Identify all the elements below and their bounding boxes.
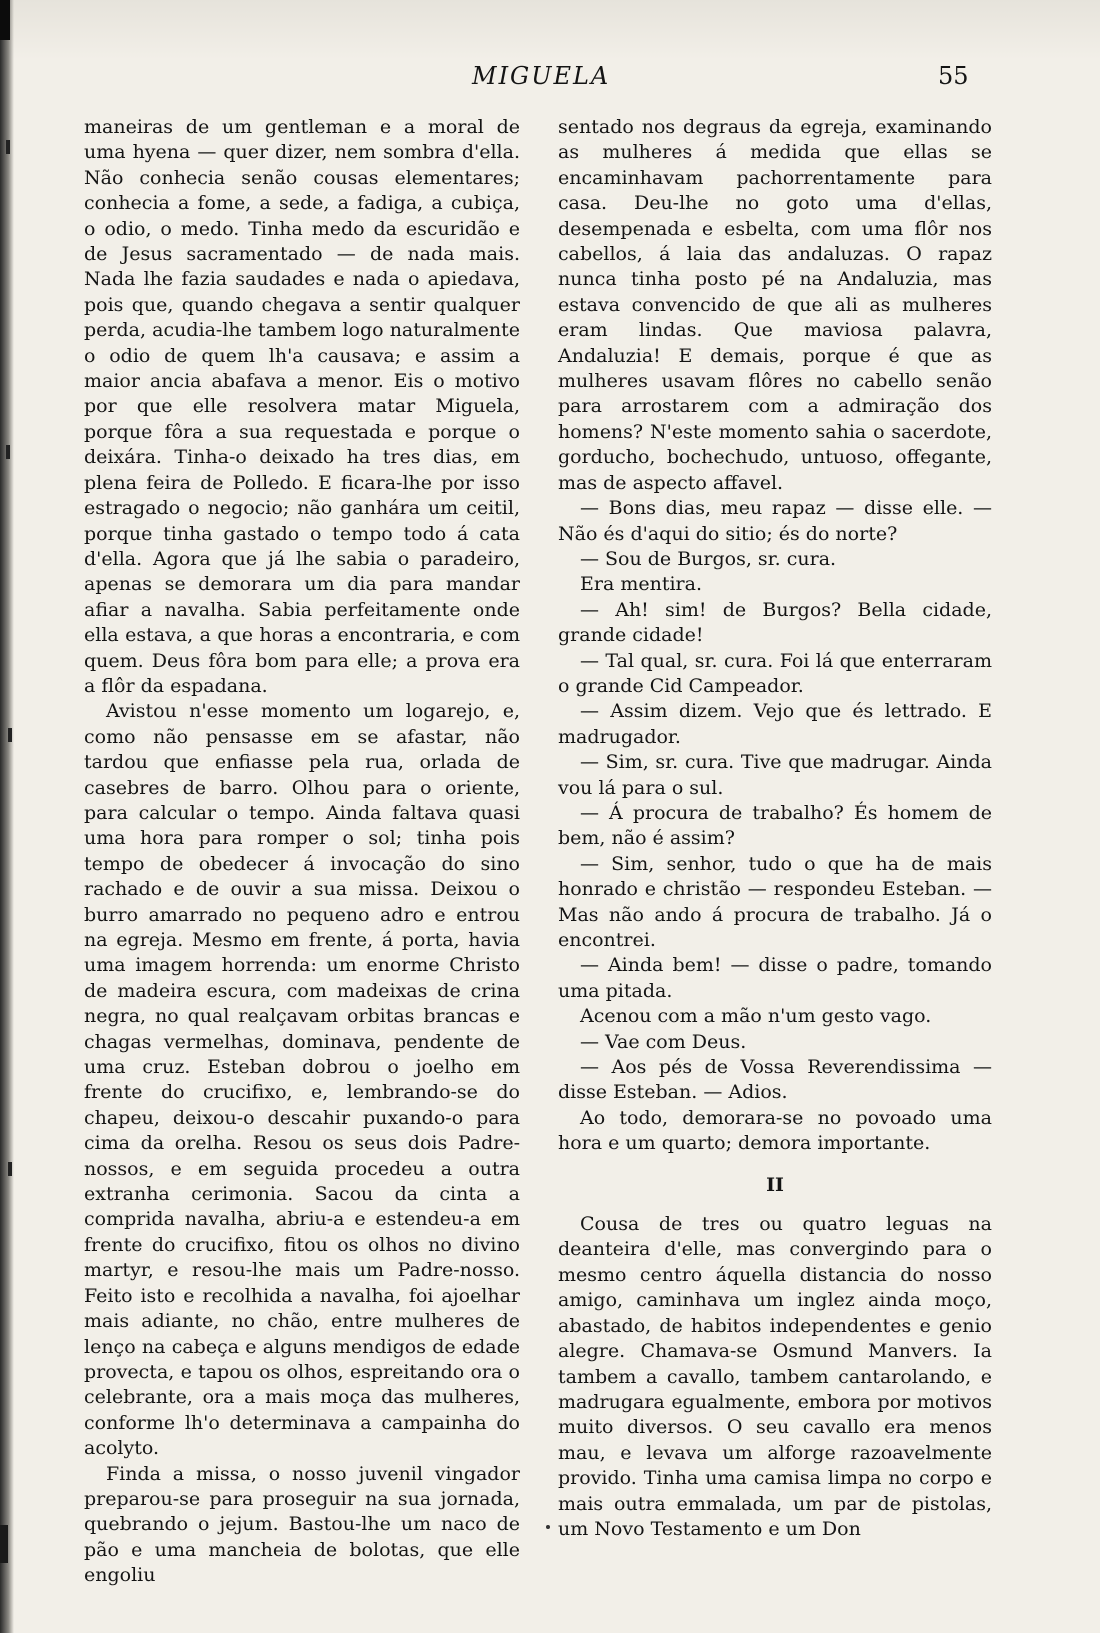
scan-binding-edge (0, 0, 14, 1633)
right-text-column (558, 115, 992, 1542)
margin-mark (8, 728, 12, 742)
margin-mark (8, 1162, 12, 1176)
print-speck (546, 1525, 550, 1529)
dialogue-line: — Assim dizem. Vejo que és lettrado. E madrugador. (558, 700, 992, 748)
dialogue-line: Era mentira. (580, 573, 702, 596)
dialogue-line: — Ah! sim! de Burgos? Bella cidade, grande cidade! (558, 598, 992, 647)
dialogue-line: — Ainda bem! — disse o padre, tomando uma pitada. (558, 954, 992, 1002)
running-title: MIGUELA (472, 62, 611, 90)
page-top-bleed (0, 0, 1100, 60)
dialogue-line: — Vae com Deus. (580, 1030, 747, 1053)
paragraph: maneiras de um gentleman e a moral de uma hyena — quer dizer, nem sombra d'ella. Não conhecia senão cousas elementares; conhecia a fome, a sede, a fadiga, a cubiça, o odio, o medo. Tinha medo da escuridão e de Jesus sacramentado — de nada mais. Nada lhe fazia saudades e nada o apiedava, pois que, quando chegava a sentir qualquer perda, acudia-lhe tambem logo naturalmente o odio de quem lh'a causava; e assim a maior ancia abafava a menor. Eis o motivo por que elle resolvera matar Miguela, porque fôra a sua requestada e porque o deixára. Tinha-o deixado ha tres dias, em plena feira de Polledo. E ficara-lhe por isso estragado o negocio; não ganhára um ceitil, porque tinha gastado o tempo todo á cata d'ella. Agora que já lhe sabia o paradeiro, apenas se demorara um dia para mandar afiar a navalha. Sabia perfeitamente onde ella estava, a que horas a encontraria, e com quem. Deus fôra bom para elle; a prova era a flôr da espadana. (84, 116, 520, 697)
dialogue-line: — Á procura de trabalho? És homem de bem, não é assim? (558, 801, 992, 850)
paragraph: sentado nos degraus da egreja, examinando as mulheres á medida que ellas se encaminhavam pachorrentamente para casa. Deu-lhe no goto uma d'ellas, desempenada e esbelta, com uma flôr nos cabellos, á laia das andaluzas. O rapaz nunca tinha posto pé na Andaluzia, mas estava convencido de que ali as mulheres eram lindas. Que maviosa palavra, Andaluzia! E demais, porque é que as mulheres usavam flôres no cabello senão para arrostarem com a admiração dos homens? N'este momento sahia o sacerdote, gorducho, bochechudo, untuoso, offegante, mas de aspecto affavel. (558, 116, 992, 494)
dialogue-line: — Sim, sr. cura. Tive que madrugar. Ainda vou lá para o sul. (558, 751, 992, 799)
dialogue-line: — Bons dias, meu rapaz — disse elle. — Não és d'aqui do sitio; és do norte? (558, 497, 992, 545)
dialogue-line: — Sim, senhor, tudo o que ha de mais honrado e christão — respondeu Esteban. — Mas não ando á procura de trabalho. Já o encontrei. (558, 852, 992, 951)
dialogue-line: — Aos pés de Vossa Reverendissima — disse Esteban. — Adios. (558, 1056, 992, 1104)
section-heading: II (766, 1173, 784, 1196)
paragraph: Cousa de tres ou quatro leguas na deanteira d'elle, mas convergindo para o mesmo centro áquella distancia do nosso amigo, caminhava um inglez ainda moço, abastado, de habitos independentes e genio alegre. Chamava-se Osmund Manvers. Ia tambem a cavallo, tambem cantarolando, e madrugara egualmente, embora por motivos muito diversos. O seu cavallo era menos mau, e levava um alforge razoavelmente provido. Tinha uma camisa limpa no corpo e mais outra emmalada, um par de pistolas, um Novo Testamento e um Don (558, 1213, 992, 1540)
page-number: 55 (938, 62, 969, 90)
paragraph: Avistou n'esse momento um logarejo, e, como não pensasse em se afastar, não tardou que enfiasse pela rua, orlada de casebres de barro. Olhou para o oriente, para calcular o tempo. Ainda faltava quasi uma hora para romper o sol; tinha pois tempo de obedecer á invocação do sino rachado e de ouvir a sua missa. Deixou o burro amarrado no pequeno adro e entrou na egreja. Mesmo em frente, á porta, havia uma imagem horrenda: um enorme Christo de madeira escura, com madeixas de crina negra, no qual realçavam orbitas brancas e chagas vermelhas, dominava, pendente de uma cruz. Esteban dobrou o joelho em frente do crucifixo, e, lembrando-se do chapeu, deixou-o descahir puxando-o para cima da orelha. Resou os seus dois Padre-nossos, e em seguida procedeu a outra extranha cerimonia. Sacou da cinta a comprida navalha, abriu-a e estendeu-a em frente do crucifixo, fitou os olhos no divino martyr, e resou-lhe mais um Padre-nosso. Feito isto e recolhida a navalha, foi ajoelhar mais adiante, no chão, entre mulheres de lenço na cabeça e alguns mendigos de edade provecta, e tapou os olhos, espreitando ora o celebrante, ora a mais moça das mulheres, conforme lh'o determinava a campainha do acolyto. (84, 700, 520, 1460)
dialogue-line: Acenou com a mão n'um gesto vago. (580, 1005, 932, 1028)
scan-dark-mark (0, 1525, 8, 1563)
margin-mark (6, 140, 10, 154)
paragraph: Finda a missa, o nosso juvenil vingador preparou-se para proseguir na sua jornada, quebrando o jejum. Bastou-lhe um naco de pão e uma mancheia de bolotas, que elle engoliu (84, 1462, 520, 1587)
margin-mark (6, 445, 10, 459)
page-header (0, 60, 1100, 94)
paragraph: Ao todo, demorara-se no povoado uma hora e um quarto; demora importante. (558, 1106, 992, 1155)
dialogue-line: — Tal qual, sr. cura. Foi lá que enterraram o grande Cid Campeador. (558, 649, 992, 697)
dialogue-line: — Sou de Burgos, sr. cura. (580, 547, 837, 570)
scan-dark-corner (0, 0, 10, 40)
left-text-column (84, 115, 520, 1589)
